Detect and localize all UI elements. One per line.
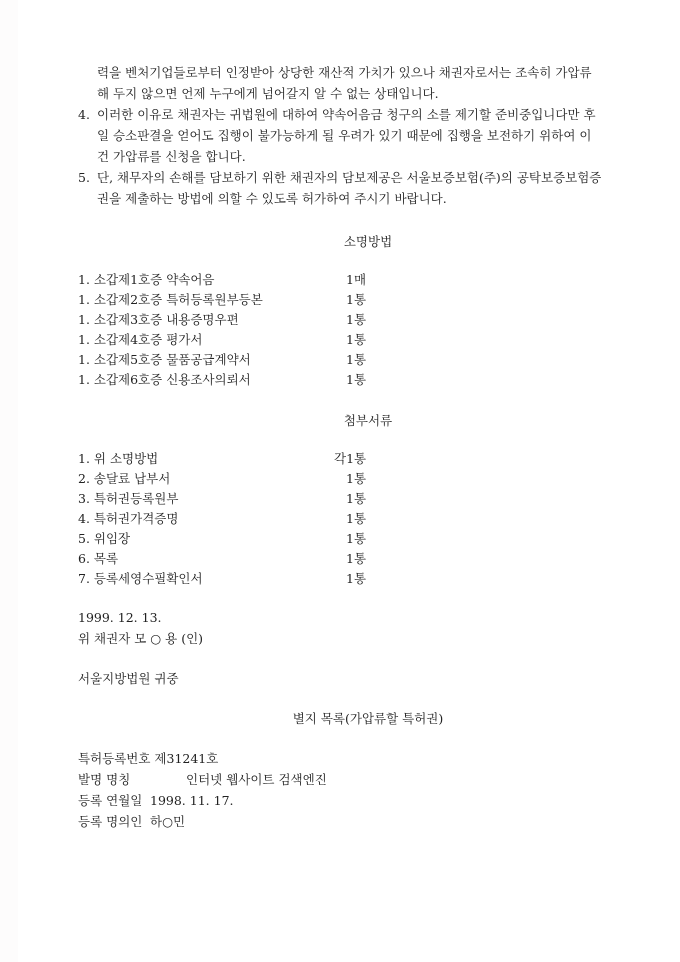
numbered-item-5 bbox=[78, 167, 658, 209]
annex-key: 등록 연월일 bbox=[78, 793, 143, 808]
document-body bbox=[78, 62, 658, 832]
attachment-label: 5. 위임장 bbox=[78, 531, 131, 546]
annex-value: 1998. 11. 17. bbox=[150, 793, 234, 808]
attachment-label: 4. 특허권가격증명 bbox=[78, 511, 179, 526]
annex-title: 별지 목록(가압류할 특허권) bbox=[292, 711, 444, 726]
evidence-title: 소명방법 bbox=[343, 234, 393, 249]
attachment-label: 1. 위 소명방법 bbox=[78, 451, 159, 466]
annex-key: 발명 명칭 bbox=[78, 772, 131, 787]
item-number: 5. bbox=[78, 170, 90, 185]
list-item bbox=[78, 350, 658, 370]
attachment-label: 2. 송달료 납부서 bbox=[78, 471, 171, 486]
item-line: 건 가압류를 신청을 합니다. bbox=[97, 149, 246, 164]
attachment-label: 3. 특허권등록원부 bbox=[78, 491, 179, 506]
attachment-count: 1통 bbox=[346, 471, 367, 486]
list-item bbox=[78, 310, 658, 330]
evidence-label: 1. 소갑제6호증 신용조사의뢰서 bbox=[78, 372, 251, 387]
list-item bbox=[78, 370, 658, 390]
document-page bbox=[18, 0, 680, 962]
intro-paragraph bbox=[78, 62, 658, 104]
list-item bbox=[78, 270, 658, 290]
attachment-label: 7. 등록세영수필확인서 bbox=[78, 571, 203, 586]
list-item bbox=[78, 569, 658, 589]
attachment-count: 1통 bbox=[346, 531, 367, 546]
attachment-count: 1통 bbox=[346, 571, 367, 586]
annex-row bbox=[78, 748, 658, 769]
intro-line: 해 두지 않으면 언제 누구에게 넘어갈지 알 수 없는 상태입니다. bbox=[97, 86, 439, 101]
evidence-count: 1매 bbox=[346, 272, 367, 287]
attachments-title: 첨부서류 bbox=[343, 413, 393, 428]
evidence-label: 1. 소갑제2호증 특허등록원부등본 bbox=[78, 292, 263, 307]
annex-key: 특허등록번호 제31241호 bbox=[78, 751, 219, 766]
item-line: 이러한 이유로 채권자는 귀법원에 대하여 약속어음금 청구의 소를 제기할 준비중입니다만 후 bbox=[97, 107, 596, 122]
evidence-label: 1. 소갑제3호증 내용증명우편 bbox=[78, 312, 239, 327]
list-item bbox=[78, 489, 658, 509]
item-line: 권을 제출하는 방법에 의할 수 있도록 허가하여 주시기 바랍니다. bbox=[97, 191, 447, 206]
attachments-list bbox=[78, 449, 658, 589]
item-line: 일 승소판결을 얻어도 집행이 불가능하게 될 우려가 있기 때문에 집행을 보전하기 위하여 이 bbox=[97, 128, 592, 143]
numbered-item-4 bbox=[78, 104, 658, 167]
evidence-count: 1통 bbox=[346, 292, 367, 307]
evidence-count: 1통 bbox=[346, 332, 367, 347]
annex-list bbox=[78, 748, 658, 832]
list-item bbox=[78, 529, 658, 549]
attachment-count: 1통 bbox=[346, 511, 367, 526]
signer-line: 위 채권자 모 ○ 용 (인) bbox=[78, 631, 204, 646]
annex-row bbox=[78, 769, 658, 790]
court-addressee: 서울지방법원 귀중 bbox=[78, 671, 179, 686]
evidence-label: 1. 소갑제5호증 물품공급계약서 bbox=[78, 352, 251, 367]
annex-row bbox=[78, 811, 658, 832]
list-item bbox=[78, 290, 658, 310]
list-item bbox=[78, 449, 658, 469]
list-item bbox=[78, 330, 658, 350]
attachment-label: 6. 목록 bbox=[78, 551, 119, 566]
item-number: 4. bbox=[78, 107, 90, 122]
annex-row bbox=[78, 790, 658, 811]
filing-date: 1999. 12. 13. bbox=[78, 610, 162, 625]
attachment-count: 1통 bbox=[346, 491, 367, 506]
attachment-count: 1통 bbox=[346, 551, 367, 566]
evidence-count: 1통 bbox=[346, 352, 367, 367]
evidence-label: 1. 소갑제4호증 평가서 bbox=[78, 332, 203, 347]
annex-value: 인터넷 웹사이트 검색엔진 bbox=[186, 772, 327, 787]
item-line: 단, 채무자의 손해를 담보하기 위한 채권자의 담보제공은 서울보증보험(주)의 공탁보증보험증 bbox=[97, 170, 602, 185]
evidence-count: 1통 bbox=[346, 312, 367, 327]
list-item bbox=[78, 549, 658, 569]
list-item bbox=[78, 509, 658, 529]
evidence-label: 1. 소갑제1호증 약속어음 bbox=[78, 272, 215, 287]
attachment-count: 각1통 bbox=[334, 451, 367, 466]
evidence-count: 1통 bbox=[346, 372, 367, 387]
annex-key: 등록 명의인 bbox=[78, 814, 143, 829]
list-item bbox=[78, 469, 658, 489]
intro-line: 력을 벤처기업들로부터 인정받아 상당한 재산적 가치가 있으나 채권자로서는 조속히 가압류 bbox=[97, 65, 592, 80]
evidence-list bbox=[78, 270, 658, 390]
annex-value: 하○민 bbox=[150, 814, 186, 829]
